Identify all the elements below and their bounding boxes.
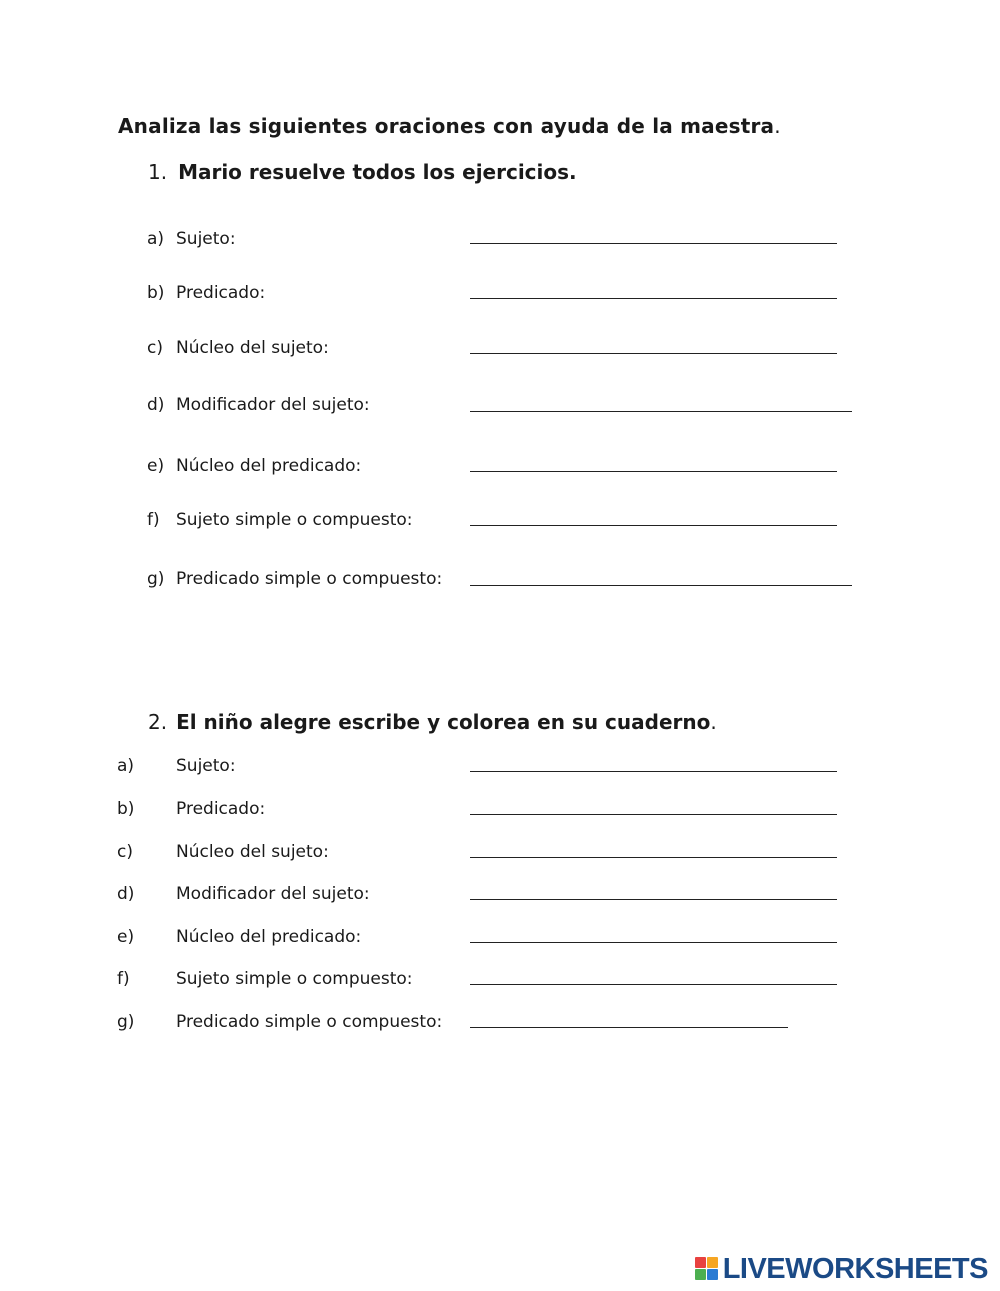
logo-text: LIVEWORKSHEETS	[722, 1253, 988, 1285]
q1-answer-line-c[interactable]	[470, 353, 837, 354]
q1-item-b-label: Predicado:	[176, 283, 266, 303]
q2-item-d-label: Modificador del sujeto:	[176, 884, 370, 904]
q1-item-b	[147, 283, 265, 303]
q1-item-c-letter: c)	[147, 338, 163, 358]
q2-item-c-label: Núcleo del sujeto:	[176, 842, 329, 862]
logo-cube-4	[707, 1269, 718, 1280]
q1-answer-line-a[interactable]	[470, 243, 837, 244]
instructions-heading	[118, 114, 781, 138]
instructions-period: .	[774, 114, 781, 138]
q2-item-g-label: Predicado simple o compuesto:	[176, 1012, 443, 1032]
q1-item-c	[147, 338, 329, 358]
question-2-number: 2.	[148, 710, 168, 734]
q2-answer-line-a[interactable]	[470, 771, 837, 772]
q2-item-a	[117, 756, 236, 776]
q1-item-d-label: Modificador del sujeto:	[176, 395, 370, 415]
question-2-period: .	[710, 710, 717, 734]
q1-item-g	[147, 569, 442, 589]
q1-item-f-letter: f)	[147, 510, 160, 530]
q1-answer-line-e[interactable]	[470, 471, 837, 472]
q1-item-a-label: Sujeto:	[176, 229, 236, 249]
q1-item-g-letter: g)	[147, 569, 165, 589]
q2-item-c-letter: c)	[117, 842, 133, 862]
q1-item-g-label: Predicado simple o compuesto:	[176, 569, 443, 589]
q1-item-b-letter: b)	[147, 283, 165, 303]
logo-cubes-icon	[695, 1257, 719, 1283]
q2-item-c	[117, 842, 329, 862]
q1-item-f	[147, 510, 413, 530]
q1-item-f-label: Sujeto simple o compuesto:	[176, 510, 413, 530]
q2-item-d	[117, 884, 370, 904]
liveworksheets-logo	[695, 1253, 988, 1286]
instructions-text: Analiza las siguientes oraciones con ayuda de la maestra	[118, 114, 775, 138]
q2-answer-line-f[interactable]	[470, 984, 837, 985]
logo-cube-2	[707, 1257, 718, 1268]
q2-item-f-letter: f)	[117, 969, 130, 989]
logo-cube-1	[695, 1257, 706, 1268]
q2-item-b-label: Predicado:	[176, 799, 266, 819]
q2-answer-line-e[interactable]	[470, 942, 837, 943]
q1-item-e-label: Núcleo del predicado:	[176, 456, 362, 476]
logo-cube-3	[695, 1269, 706, 1280]
q1-item-c-label: Núcleo del sujeto:	[176, 338, 329, 358]
q2-answer-line-g[interactable]	[470, 1027, 788, 1028]
q2-answer-line-b[interactable]	[470, 814, 837, 815]
q2-item-e	[117, 927, 361, 947]
q1-answer-line-b[interactable]	[470, 298, 837, 299]
question-1-number: 1.	[148, 160, 168, 184]
q2-item-f-label: Sujeto simple o compuesto:	[176, 969, 413, 989]
q1-item-d-letter: d)	[147, 395, 165, 415]
q2-item-g	[117, 1012, 442, 1032]
q1-item-e-letter: e)	[147, 456, 165, 476]
q2-item-a-label: Sujeto:	[176, 756, 236, 776]
q1-item-e	[147, 456, 361, 476]
question-1-sentence: Mario resuelve todos los ejercicios.	[178, 160, 577, 184]
q2-item-f	[117, 969, 413, 989]
q2-answer-line-c[interactable]	[470, 857, 837, 858]
q1-answer-line-d[interactable]	[470, 411, 852, 412]
question-2-sentence: El niño alegre escribe y colorea en su cuaderno	[176, 710, 711, 734]
q1-answer-line-g[interactable]	[470, 585, 852, 586]
q1-item-a-letter: a)	[147, 229, 165, 249]
q1-item-d	[147, 395, 370, 415]
q2-answer-line-d[interactable]	[470, 899, 837, 900]
q2-item-e-label: Núcleo del predicado:	[176, 927, 362, 947]
q2-item-b	[117, 799, 265, 819]
q2-item-b-letter: b)	[117, 799, 135, 819]
q2-item-a-letter: a)	[117, 756, 135, 776]
q2-item-d-letter: d)	[117, 884, 135, 904]
q1-item-a	[147, 229, 236, 249]
question-1-title	[148, 160, 577, 184]
q1-answer-line-f[interactable]	[470, 525, 837, 526]
q2-item-e-letter: e)	[117, 927, 135, 947]
q2-item-g-letter: g)	[117, 1012, 135, 1032]
question-2-title	[148, 710, 717, 734]
